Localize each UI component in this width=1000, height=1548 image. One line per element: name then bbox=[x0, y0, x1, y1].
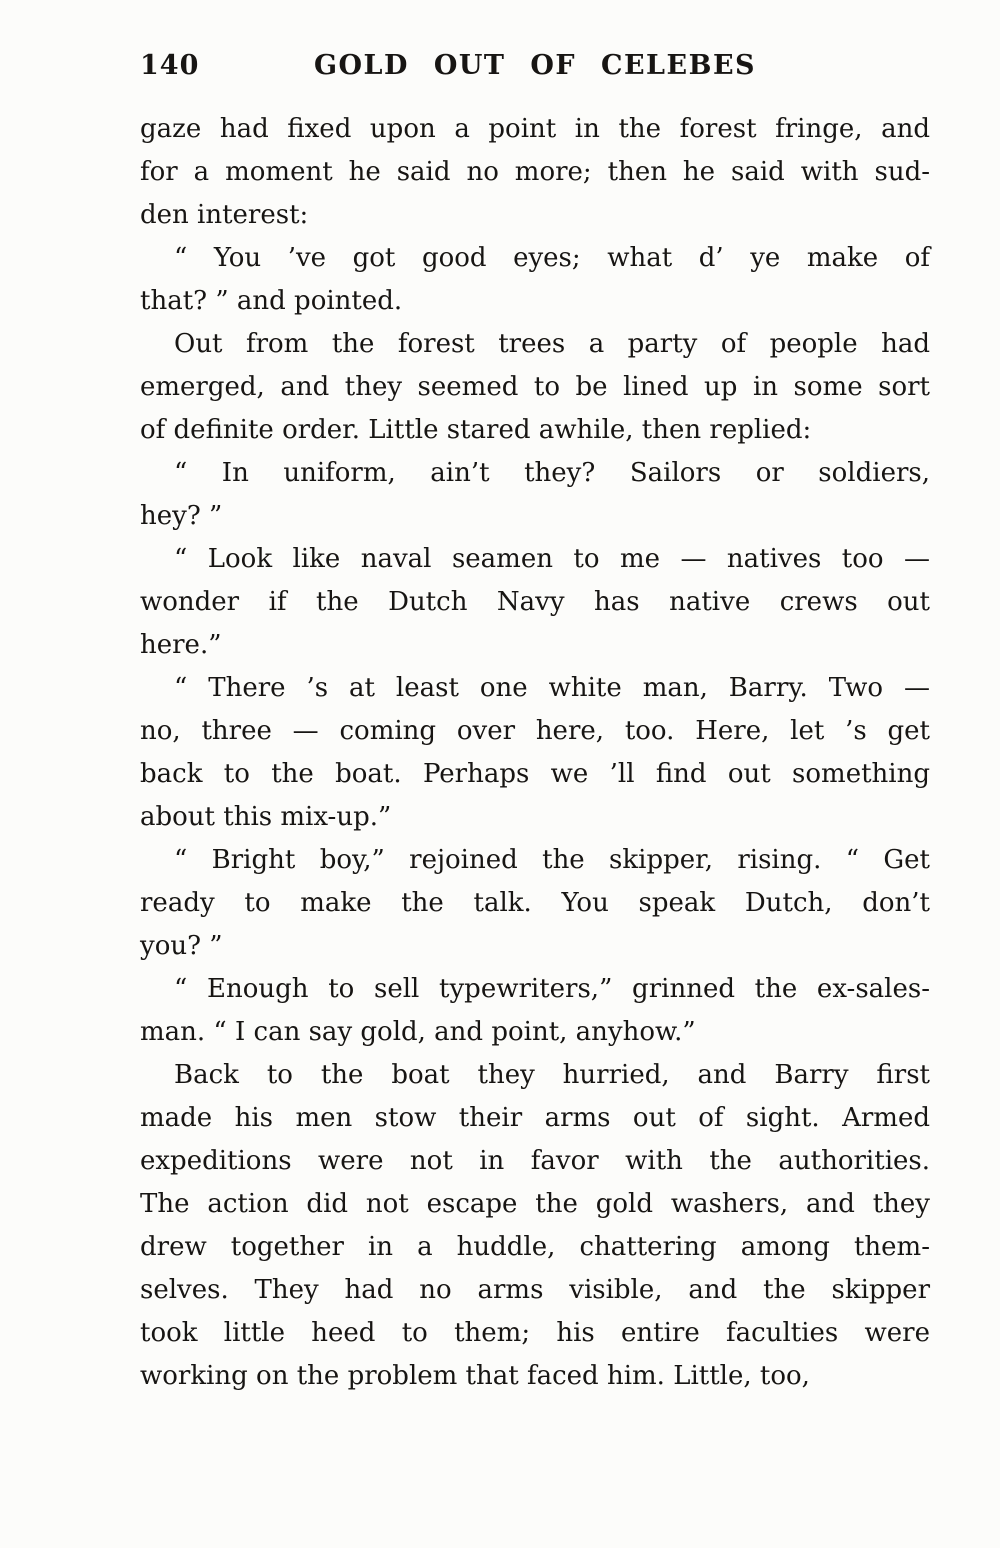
text-line: made his men stow their arms out of sight. Armed bbox=[140, 1103, 930, 1133]
text-line: “ In uniform, ain’t they? Sailors or soldiers, bbox=[174, 458, 930, 488]
page-number: 140 bbox=[140, 50, 200, 81]
text-line: of definite order. Little stared awhile, then replied: bbox=[140, 415, 812, 445]
text-line: no, three — coming over here, too. Here, let ’s get bbox=[140, 716, 930, 746]
text-line: took little heed to them; his entire faculties were bbox=[140, 1318, 930, 1348]
text-line: “ Enough to sell typewriters,” grinned the ex-sales- bbox=[174, 974, 930, 1004]
text-line: back to the boat. Perhaps we ’ll find out something bbox=[140, 759, 930, 789]
text-line: selves. They had no arms visible, and the skipper bbox=[140, 1275, 930, 1305]
text-line: Out from the forest trees a party of people had bbox=[174, 329, 930, 359]
text-line: den interest: bbox=[140, 200, 309, 230]
text-line: “ You ’ve got good eyes; what d’ ye make of bbox=[174, 243, 930, 273]
text-line: you? ” bbox=[140, 931, 223, 961]
text-line: “ Look like naval seamen to me — natives too — bbox=[174, 544, 930, 574]
text-line: Back to the boat they hurried, and Barry first bbox=[174, 1060, 930, 1090]
text-line: that? ” and pointed. bbox=[140, 286, 403, 316]
text-line: about this mix-up.” bbox=[140, 802, 392, 832]
page-header bbox=[140, 50, 930, 88]
text-line: gaze had fixed upon a point in the forest fringe, and bbox=[140, 114, 930, 144]
text-line: emerged, and they seemed to be lined up in some sort bbox=[140, 372, 930, 402]
text-line: wonder if the Dutch Navy has native crews out bbox=[140, 587, 930, 617]
text-line: man. “ I can say gold, and point, anyhow.” bbox=[140, 1017, 696, 1047]
text-line: working on the problem that faced him. Little, too, bbox=[140, 1361, 810, 1391]
text-line: for a moment he said no more; then he said with sud- bbox=[140, 157, 930, 187]
text-line: The action did not escape the gold washers, and they bbox=[140, 1189, 930, 1219]
text-line: ready to make the talk. You speak Dutch, don’t bbox=[140, 888, 930, 918]
running-title: GOLD OUT OF CELEBES bbox=[313, 50, 757, 81]
text-line: expeditions were not in favor with the authorities. bbox=[140, 1146, 930, 1176]
text-line: “ Bright boy,” rejoined the skipper, rising. “ Get bbox=[174, 845, 930, 875]
page-text bbox=[140, 108, 930, 1398]
text-line: drew together in a huddle, chattering among them- bbox=[140, 1232, 930, 1262]
text-line: “ There ’s at least one white man, Barry. Two — bbox=[174, 673, 930, 703]
text-line: here.” bbox=[140, 630, 222, 660]
text-line: hey? ” bbox=[140, 501, 223, 531]
